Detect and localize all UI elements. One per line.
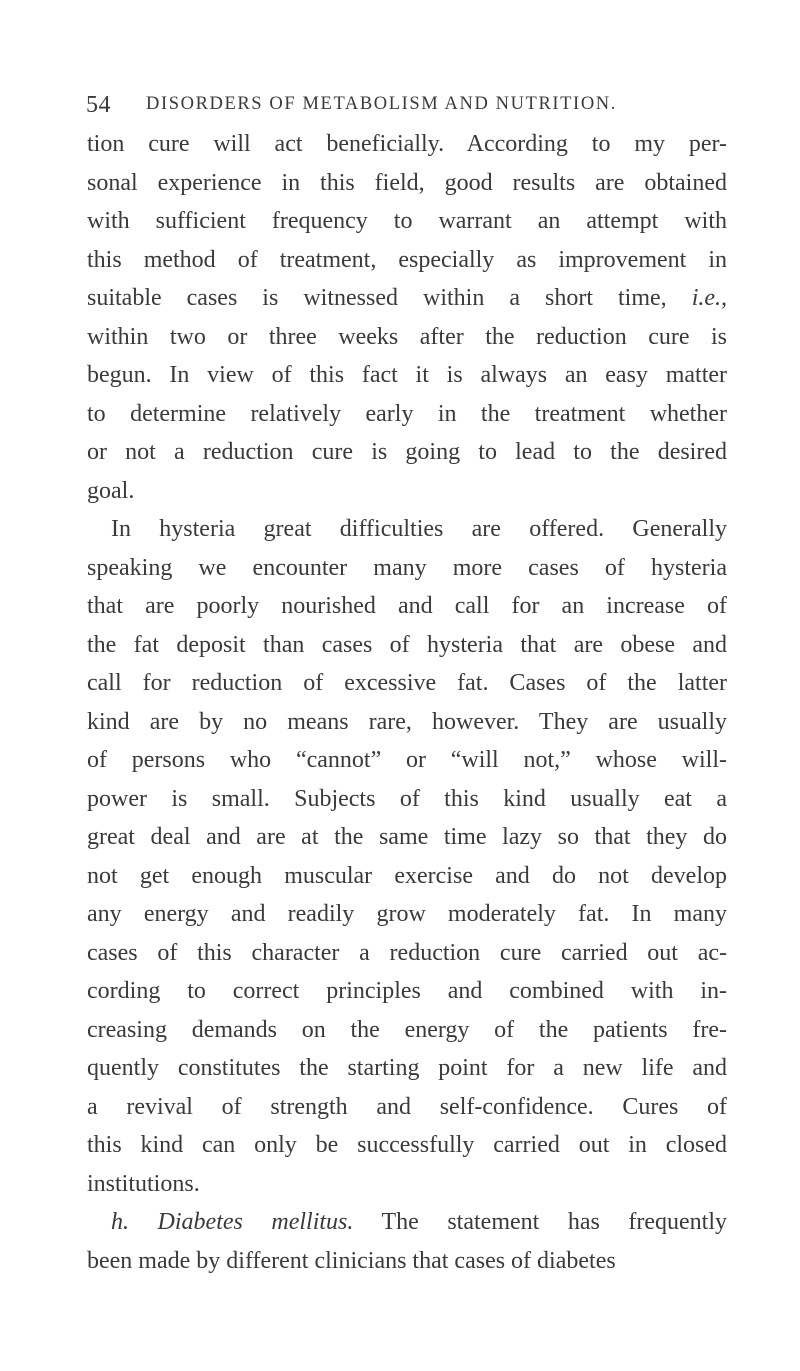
text-line: this method of treatment, especially as improvement in <box>87 246 727 273</box>
text-line: institutions. <box>87 1170 200 1197</box>
text-line: creasing demands on the energy of the patients fre- <box>87 1016 727 1043</box>
text-line: great deal and are at the same time lazy so that they do <box>87 824 727 850</box>
text-line: sonal experience in this field, good results are obtained <box>87 169 727 196</box>
text-line: speaking we encounter many more cases of hysteria <box>87 554 727 581</box>
text-line: quently constitutes the starting point for a new life and <box>87 1055 727 1081</box>
text-line: the fat deposit than cases of hysteria that are obese and <box>87 631 727 658</box>
section-heading-line <box>87 1203 727 1242</box>
text-line: cording to correct principles and combined with in- <box>87 978 727 1004</box>
text-line: power is small. Subjects of this kind usually eat a <box>87 785 727 812</box>
text-line: with sufficient frequency to warrant an attempt with <box>87 208 727 234</box>
text-line: In hysteria great difficulties are offered. Generally <box>111 516 727 542</box>
text-line: been made by different clinicians that cases of diabetes <box>87 1247 616 1274</box>
text-line: or not a reduction cure is going to lead to the desired <box>87 439 727 465</box>
text-line: a revival of strength and self-confidence. Cures of <box>87 1093 727 1120</box>
body-text <box>87 125 727 1280</box>
text-line: goal. <box>87 477 135 504</box>
text-line: of persons who “cannot” or “will not,” whose will- <box>87 747 727 773</box>
text-line: any energy and readily grow moderately fat. In many <box>87 901 727 927</box>
running-head: DISORDERS OF METABOLISM AND NUTRITION. <box>146 94 617 114</box>
text-line: within two or three weeks after the reduction cure is <box>87 323 727 350</box>
text-line: this kind can only be successfully carried out in closed <box>87 1132 727 1158</box>
text-line-part: The statement has frequently <box>381 1209 728 1235</box>
section-title: Diabetes mellitus. <box>157 1209 354 1235</box>
text-line: that are poorly nourished and call for an increase of <box>87 593 727 619</box>
text-line-part: suitable cases is witnessed within a short time, <box>87 285 667 311</box>
text-line: tion cure will act beneficially. According to my per- <box>87 131 727 157</box>
text-line: to determine relatively early in the treatment whether <box>87 400 727 427</box>
text-line: cases of this character a reduction cure carried out ac- <box>87 939 727 966</box>
text-line: not get enough muscular exercise and do not develop <box>87 862 727 889</box>
text-line <box>87 279 727 318</box>
text-line: kind are by no means rare, however. They are usually <box>87 708 727 735</box>
text-line: call for reduction of excessive fat. Cases of the latter <box>87 670 727 696</box>
section-label: h. <box>111 1209 129 1235</box>
ie-abbreviation: i.e., <box>691 285 728 311</box>
text-line: begun. In view of this fact it is always an easy matter <box>87 362 727 388</box>
page-number: 54 <box>86 92 111 118</box>
page-header <box>86 92 706 122</box>
